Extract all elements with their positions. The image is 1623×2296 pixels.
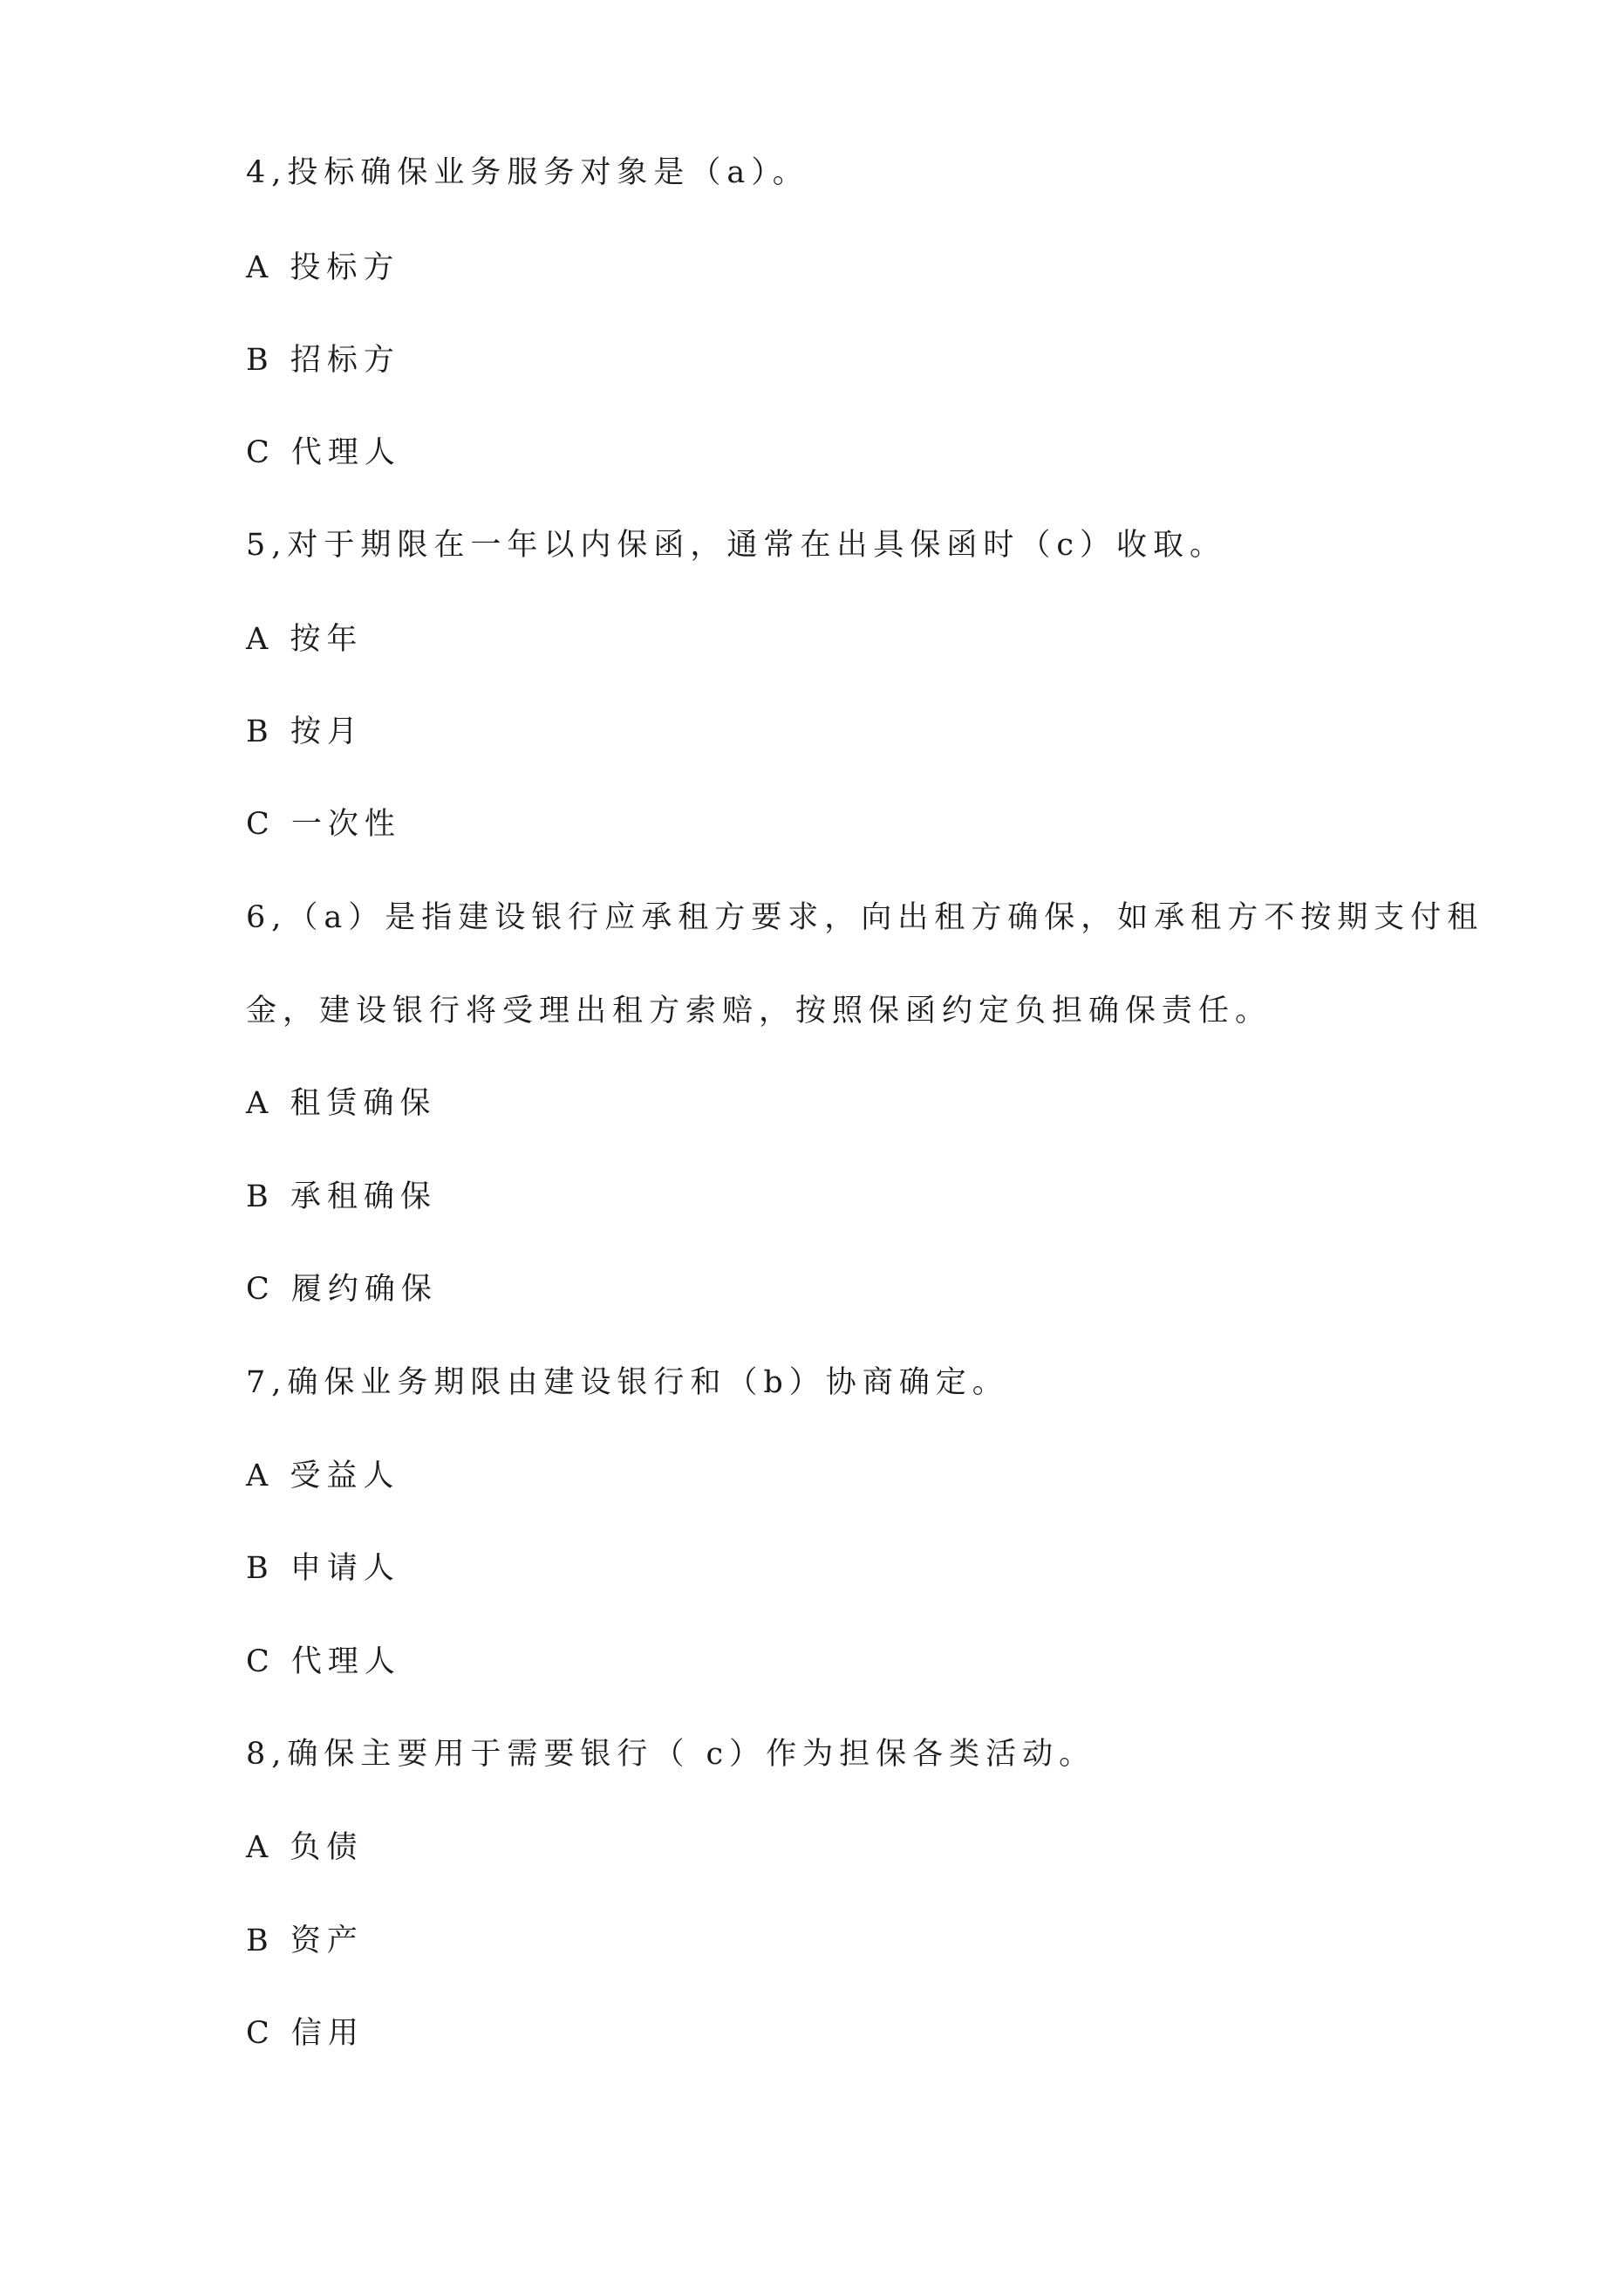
- question-5-option-c: C 一次性: [246, 807, 401, 842]
- question-4-option-a: A 投标方: [246, 250, 400, 285]
- question-4-stem: 4,投标确保业务服务对象是（a）。: [246, 155, 809, 190]
- question-6-option-c: C 履约确保: [246, 1272, 438, 1307]
- question-6-stem-line-1: 6,（a）是指建设银行应承租方要求，向出租方确保，如承租方不按期支付租: [246, 900, 1484, 935]
- question-7-stem: 7,确保业务期限由建设银行和（b）协商确定。: [246, 1365, 1009, 1400]
- question-8-option-b: B 资产: [246, 1924, 364, 1958]
- question-5-option-a: A 按年: [246, 622, 364, 657]
- question-4-option-c: C 代理人: [246, 435, 401, 470]
- question-5-option-b: B 按月: [246, 714, 364, 749]
- question-8-option-c: C 信用: [246, 2016, 365, 2051]
- question-5-stem: 5,对于期限在一年以内保函，通常在出具保函时（c）收取。: [246, 528, 1226, 563]
- question-6-option-b: B 承租确保: [246, 1179, 437, 1214]
- question-6-option-a: A 租赁确保: [246, 1086, 437, 1121]
- question-6-stem-line-2: 金，建设银行将受理出租方索赔，按照保函约定负担确保责任。: [246, 994, 1272, 1028]
- question-7-option-c: C 代理人: [246, 1644, 401, 1679]
- question-7-option-a: A 受益人: [246, 1459, 400, 1493]
- question-8-stem: 8,确保主要用于需要银行（ c）作为担保各类活动。: [246, 1737, 1096, 1772]
- question-7-option-b: B 申请人: [246, 1551, 400, 1586]
- question-8-option-a: A 负债: [246, 1830, 364, 1865]
- question-4-option-b: B 招标方: [246, 343, 400, 378]
